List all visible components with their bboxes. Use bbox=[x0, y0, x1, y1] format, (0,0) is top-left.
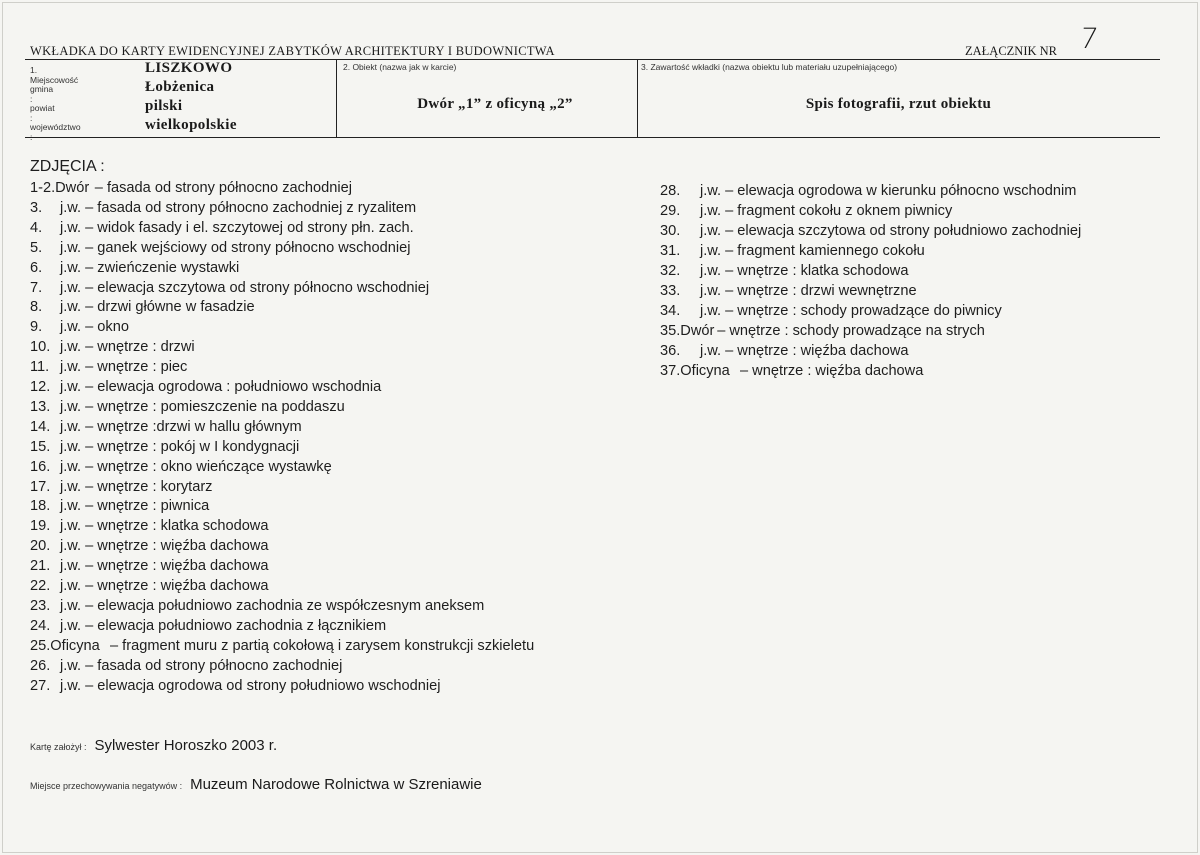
photo-number: 14. bbox=[30, 418, 51, 435]
photo-number: 15. bbox=[30, 438, 51, 455]
photo-description: j.w. – wnętrze : więźba dachowa bbox=[60, 578, 269, 594]
photo-description: j.w. – wnętrze : więźba dachowa bbox=[60, 538, 269, 555]
photo-number: 5. bbox=[30, 239, 43, 256]
photo-number: 8. bbox=[30, 299, 43, 316]
photo-number: 1-2.Dwór bbox=[30, 180, 90, 196]
photo-description: – fragment muru z partią cokołową i zarysem konstrukcji szkieletu bbox=[110, 637, 535, 654]
storage-line bbox=[30, 776, 482, 794]
photo-description: j.w. – fragment cokołu z oknem piwnicy bbox=[700, 203, 953, 219]
photo-description: j.w. – wnętrze : klatka schodowa bbox=[60, 518, 269, 535]
photo-number: 27. bbox=[30, 677, 51, 694]
photo-number: 29. bbox=[660, 203, 681, 219]
photo-number: 13. bbox=[30, 398, 51, 415]
photo-number: 25.Oficyna bbox=[30, 637, 100, 654]
photo-description: j.w. – elewacja szczytowa od strony północno wschodniej bbox=[60, 279, 430, 296]
photo-description: j.w. – elewacja szczytowa od strony południowo zachodniej bbox=[700, 223, 1082, 239]
photo-number: 21. bbox=[30, 558, 51, 575]
photo-description: j.w. – elewacja południowo zachodnia z łącznikiem bbox=[60, 617, 387, 634]
annex-label: ZAŁĄCZNIK NR bbox=[965, 44, 1058, 58]
photo-description: j.w. – ganek wejściowy od strony północno wschodniej bbox=[60, 239, 411, 256]
location-value: LISZKOWO bbox=[145, 60, 233, 76]
annex-number: 7 bbox=[1077, 22, 1101, 55]
photo-description: j.w. – wnętrze : schody prowadzące do piwnicy bbox=[700, 303, 1002, 319]
photo-description: j.w. – wnętrze :drzwi w hallu głównym bbox=[60, 418, 302, 435]
object-caption: 2. Obiekt (nazwa jak w karcie) bbox=[343, 62, 457, 72]
photo-description: j.w. – drzwi główne w fasadzie bbox=[60, 299, 255, 316]
location-value: wielkopolskie bbox=[145, 117, 237, 133]
photo-description: – wnętrze : więźba dachowa bbox=[740, 363, 924, 379]
author-line bbox=[30, 737, 277, 755]
location-label: województwo : bbox=[30, 122, 81, 142]
photo-number: 20. bbox=[30, 538, 51, 555]
photo-number: 11. bbox=[30, 359, 50, 376]
photo-number: 22. bbox=[30, 578, 51, 594]
photo-description: j.w. – wnętrze : więźba dachowa bbox=[60, 558, 269, 575]
header-table bbox=[25, 59, 1160, 142]
photo-number: 6. bbox=[30, 259, 43, 276]
photo-number: 10. bbox=[30, 339, 51, 356]
location-value: pilski bbox=[145, 98, 183, 114]
photo-number: 7. bbox=[30, 279, 43, 296]
photo-number: 31. bbox=[660, 243, 681, 259]
storage-value: Muzeum Narodowe Rolnictwa w Szreniawie bbox=[190, 776, 482, 793]
location-label: gmina : bbox=[30, 84, 54, 104]
document-title: WKŁADKA DO KARTY EWIDENCYJNEJ ZABYTKÓW ARCHITEKTURY I BUDOWNICTWA bbox=[30, 44, 555, 58]
object-value: Dwór „1” z oficyną „2” bbox=[417, 96, 573, 112]
photo-description: – fasada od strony północno zachodniej bbox=[94, 180, 352, 196]
photo-number: 23. bbox=[30, 597, 51, 614]
author-value: Sylwester Horoszko 2003 r. bbox=[94, 737, 278, 754]
photo-description: j.w. – wnętrze : więźba dachowa bbox=[700, 343, 909, 359]
location-label: 1. Miejscowość bbox=[30, 65, 79, 85]
author-label: Kartę założył : bbox=[30, 742, 87, 752]
photo-description: j.w. – wnętrze : piwnica bbox=[60, 498, 210, 515]
photo-description: j.w. – wnętrze : pokój w I kondygnacji bbox=[60, 438, 300, 455]
photo-description: j.w. – elewacja ogrodowa od strony południowo wschodniej bbox=[60, 677, 441, 694]
photo-number: 34. bbox=[660, 303, 681, 319]
photo-number: 24. bbox=[30, 617, 51, 634]
photo-number: 4. bbox=[30, 219, 43, 236]
photo-number: 36. bbox=[660, 343, 681, 359]
photo-number: 9. bbox=[30, 319, 43, 336]
photo-description: j.w. – fragment kamiennego cokołu bbox=[700, 243, 925, 259]
photo-number: 35.Dwór bbox=[660, 323, 715, 339]
photo-description: j.w. – fasada od strony północno zachodniej z ryzalitem bbox=[60, 199, 417, 216]
storage-label: Miejsce przechowywania negatywów : bbox=[30, 781, 183, 791]
photo-number: 33. bbox=[660, 283, 681, 299]
photo-description: j.w. – okno bbox=[60, 319, 129, 336]
column-divider bbox=[336, 60, 337, 137]
photo-description: j.w. – wnętrze : drzwi bbox=[60, 339, 195, 356]
photo-number: 19. bbox=[30, 518, 51, 535]
contents-value: Spis fotografii, rzut obiektu bbox=[805, 96, 992, 112]
location-label: powiat : bbox=[30, 103, 55, 123]
photo-description: j.w. – widok fasady i el. szczytowej od strony płn. zach. bbox=[60, 219, 414, 236]
photo-description: j.w. – wnętrze : pomieszczenie na poddaszu bbox=[60, 398, 345, 415]
photo-number: 12. bbox=[30, 379, 51, 395]
contents-caption: 3. Zawartość wkładki (nazwa obiektu lub materiału uzupełniającego) bbox=[641, 62, 898, 72]
photos-title: ZDJĘCIA : bbox=[30, 158, 105, 175]
photo-description: j.w. – zwieńczenie wystawki bbox=[60, 259, 240, 276]
location-value: Łobżenica bbox=[145, 79, 215, 95]
photo-number: 18. bbox=[30, 498, 51, 515]
photo-description: j.w. – elewacja ogrodowa w kierunku północno wschodnim bbox=[700, 183, 1077, 199]
photo-description: j.w. – elewacja południowo zachodnia ze współczesnym aneksem bbox=[60, 597, 485, 614]
photo-description: j.w. – fasada od strony północno zachodniej bbox=[60, 657, 343, 674]
photo-description: j.w. – elewacja ogrodowa : południowo wschodnia bbox=[60, 379, 382, 395]
photo-description: j.w. – wnętrze : korytarz bbox=[60, 478, 213, 495]
photo-description: j.w. – wnętrze : okno wieńczące wystawkę bbox=[60, 458, 332, 475]
photo-number: 16. bbox=[30, 458, 51, 475]
photo-number: 26. bbox=[30, 657, 51, 674]
photo-number: 32. bbox=[660, 263, 681, 279]
photo-number: 17. bbox=[30, 478, 51, 495]
photo-number: 28. bbox=[660, 183, 681, 199]
photo-number: 3. bbox=[30, 199, 43, 216]
photo-number: 30. bbox=[660, 223, 681, 239]
photo-number: 37.Oficyna bbox=[660, 363, 730, 379]
photo-description: j.w. – wnętrze : drzwi wewnętrzne bbox=[700, 283, 917, 299]
photo-description: j.w. – wnętrze : klatka schodowa bbox=[700, 263, 909, 279]
photo-description: j.w. – wnętrze : piec bbox=[60, 359, 188, 376]
photo-description: – wnętrze : schody prowadzące na strych bbox=[717, 323, 985, 339]
